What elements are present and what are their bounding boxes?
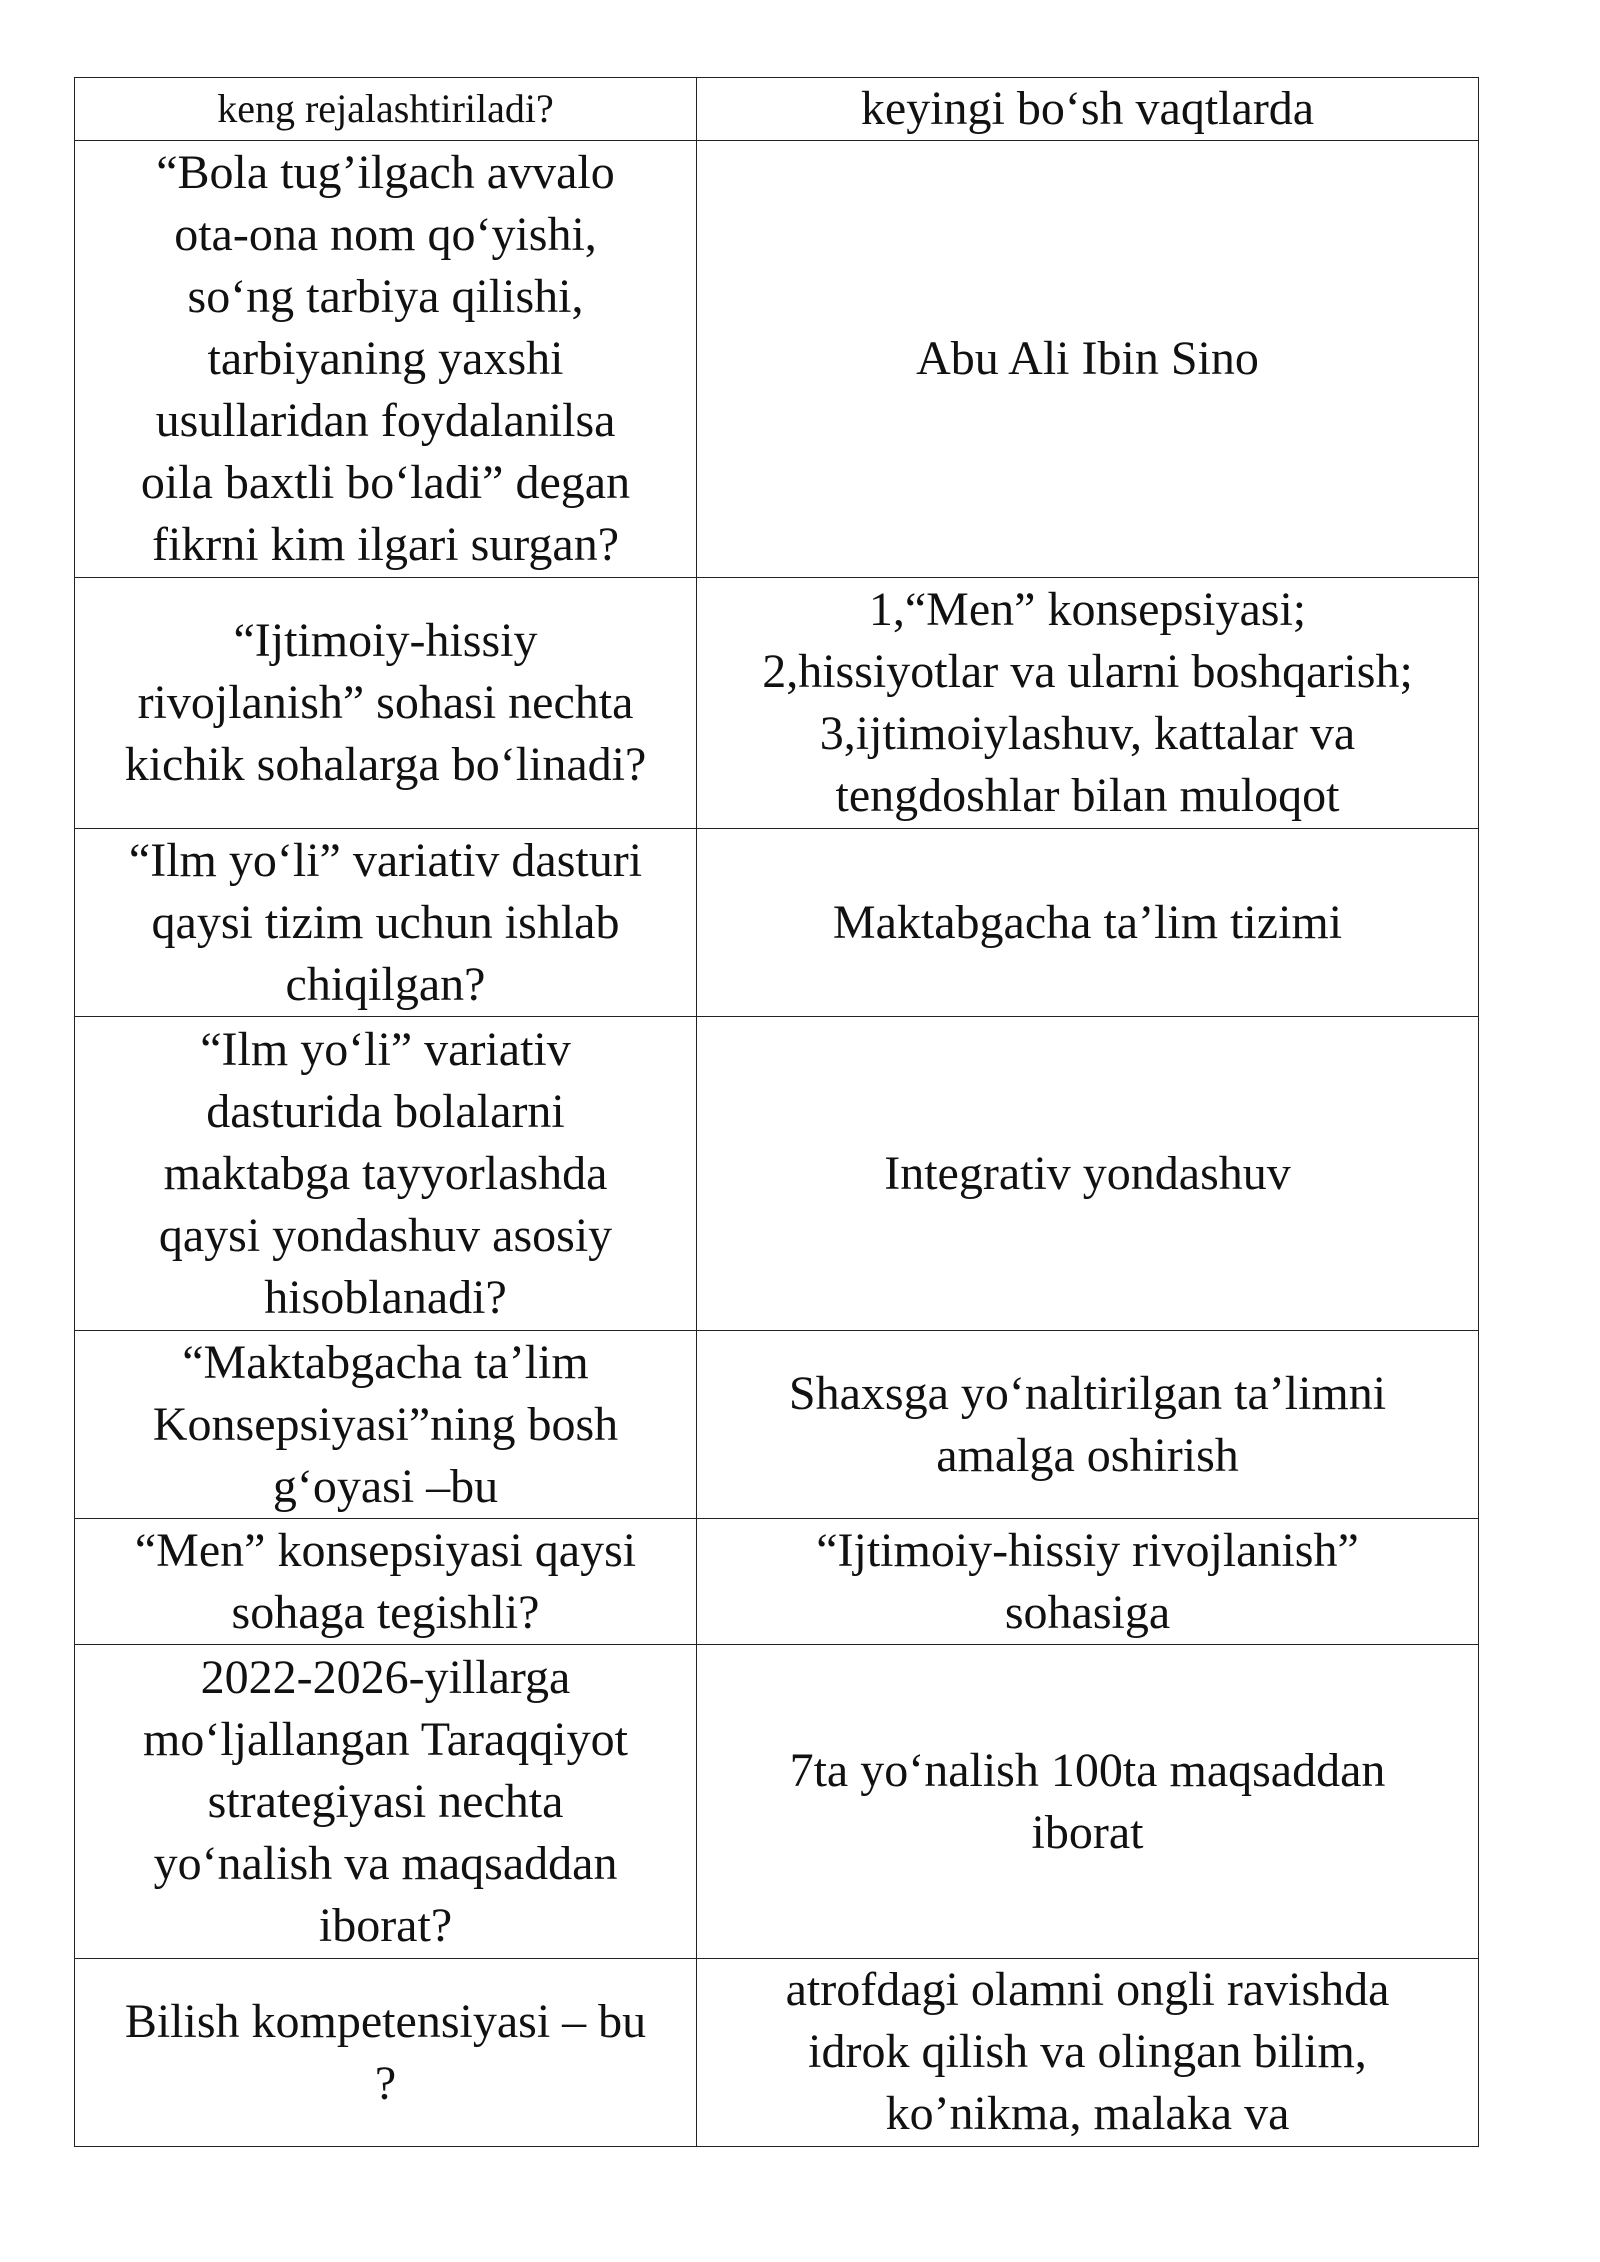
question-cell: Bilish kompetensiyasi – bu ? (75, 1959, 697, 2147)
question-cell: keng rejalashtiriladi? (75, 78, 697, 141)
answer-cell: Maktabgacha ta’lim tizimi (697, 829, 1479, 1017)
answer-cell: atrofdagi olamni ongli ravishda idrok qilish va olingan bilim, ko’nikma, malaka va (697, 1959, 1479, 2147)
table-row (75, 78, 1479, 141)
table-row (75, 829, 1479, 1017)
answer-cell: 1,“Men” konsepsiyasi; 2,hissiyotlar va ularni boshqarish; 3,ijtimoiylashuv, kattalar va tengdoshlar bilan muloqot (697, 578, 1479, 829)
question-cell: “Ilm yo‘li” variativ dasturi qaysi tizim uchun ishlab chiqilgan? (75, 829, 697, 1017)
question-cell: 2022-2026-yillarga mo‘ljallangan Taraqqiyot strategiyasi nechta yo‘nalish va maqsaddan iborat? (75, 1645, 697, 1959)
table-row (75, 578, 1479, 829)
table-row (75, 1519, 1479, 1645)
qa-table (74, 77, 1479, 2147)
table-row (75, 1017, 1479, 1331)
question-cell: “Maktabgacha ta’lim Konsepsiyasi”ning bosh g‘oyasi –bu (75, 1331, 697, 1519)
question-cell: “Ijtimoiy-hissiy rivojlanish” sohasi nechta kichik sohalarga bo‘linadi? (75, 578, 697, 829)
question-cell: “Bola tug’ilgach avvalo ota-ona nom qo‘yishi, so‘ng tarbiya qilishi, tarbiyaning yaxshi usullaridan foydalanilsa oila baxtli bo‘ladi” degan fikrni kim ilgari surgan? (75, 141, 697, 578)
answer-cell: Abu Ali Ibin Sino (697, 141, 1479, 578)
answer-cell: keyingi bo‘sh vaqtlarda (697, 78, 1479, 141)
table-row (75, 1645, 1479, 1959)
question-cell: “Men” konsepsiyasi qaysi sohaga tegishli? (75, 1519, 697, 1645)
table-row (75, 1959, 1479, 2147)
answer-cell: Integrativ yondashuv (697, 1017, 1479, 1331)
table-row (75, 1331, 1479, 1519)
answer-cell: 7ta yo‘nalish 100ta maqsaddan iborat (697, 1645, 1479, 1959)
question-cell: “Ilm yo‘li” variativ dasturida bolalarni maktabga tayyorlashda qaysi yondashuv asosiy hisoblanadi? (75, 1017, 697, 1331)
answer-cell: Shaxsga yo‘naltirilgan ta’limni amalga oshirish (697, 1331, 1479, 1519)
answer-cell: “Ijtimoiy-hissiy rivojlanish” sohasiga (697, 1519, 1479, 1645)
table-row (75, 141, 1479, 578)
